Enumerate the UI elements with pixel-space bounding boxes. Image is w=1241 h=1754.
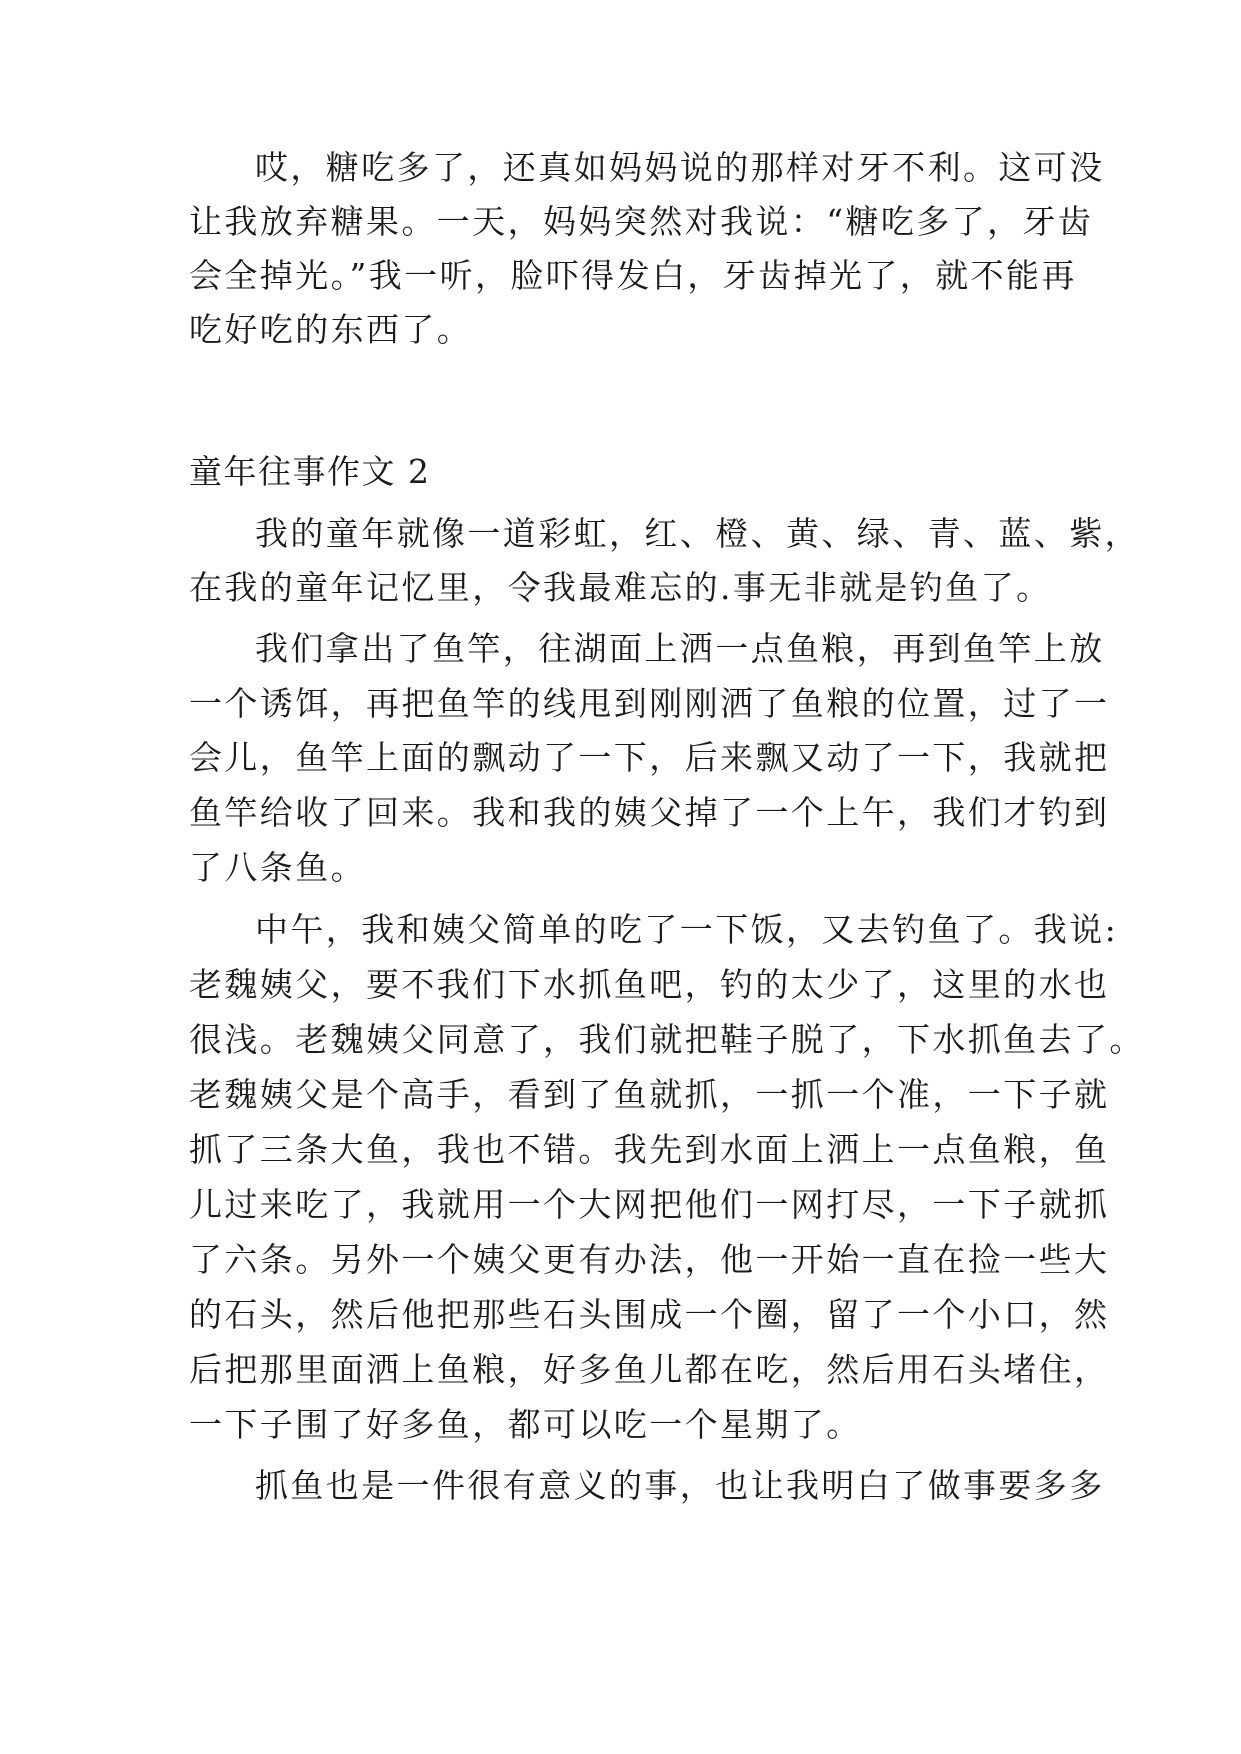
paragraph-3-line-4: 鱼竿给收了回来。我和我的姨父掉了一个上午，我们才钓到 bbox=[189, 793, 1110, 832]
section-heading: 童年往事作文 2 bbox=[189, 452, 431, 491]
paragraph-4-line-9: 后把那里面洒上鱼粮，好多鱼儿都在吃，然后用石头堵住， bbox=[189, 1350, 1110, 1389]
paragraph-4-line-1: 中午，我和姨父简单的吃了一下饭，又去钓鱼了。我说: bbox=[255, 910, 1119, 949]
paragraph-1-line-1: 哎，糖吃多了，还真如妈妈说的那样对牙不利。这可没 bbox=[255, 148, 1105, 187]
paragraph-4-line-4: 老魏姨父是个高手，看到了鱼就抓，一抓一个准，一下子就 bbox=[189, 1075, 1110, 1114]
paragraph-4-line-8: 的石头，然后他把那些石头围成一个圈，留了一个小口，然 bbox=[189, 1295, 1110, 1334]
paragraph-4-line-6: 儿过来吃了，我就用一个大网把他们一网打尽，一下子就抓 bbox=[189, 1185, 1110, 1224]
paragraph-4-line-2: 老魏姨父，要不我们下水抓鱼吧，钓的太少了，这里的水也 bbox=[189, 965, 1110, 1004]
paragraph-3-line-5: 了八条鱼。 bbox=[189, 848, 366, 887]
paragraph-5-line-1: 抓鱼也是一件很有意义的事，也让我明白了做事要多多 bbox=[255, 1466, 1105, 1505]
paragraph-4-line-10: 一下子围了好多鱼，都可以吃一个星期了。 bbox=[189, 1405, 862, 1444]
paragraph-1-line-2: 让我放弃糖果。一天，妈妈突然对我说：“糖吃多了，牙齿 bbox=[189, 202, 1094, 241]
paragraph-3-line-3: 会儿，鱼竿上面的飘动了一下，后来飘又动了一下，我就把 bbox=[189, 738, 1110, 777]
paragraph-3-line-2: 一个诱饵，再把鱼竿的线甩到刚刚洒了鱼粮的位置，过了一 bbox=[189, 684, 1110, 723]
paragraph-1-line-3: 会全掉光。”我一听，脸吓得发白，牙齿掉光了，就不能再 bbox=[189, 256, 1077, 295]
paragraph-3-line-1: 我们拿出了鱼竿，往湖面上洒一点鱼粮，再到鱼竿上放 bbox=[255, 629, 1105, 668]
paragraph-2-line-2: 在我的童年记忆里，令我最难忘的.事无非就是钓鱼了。 bbox=[189, 568, 1052, 607]
paragraph-1-line-4: 吃好吃的东西了。 bbox=[189, 310, 473, 349]
paragraph-4-line-7: 了六条。另外一个姨父更有办法，他一开始一直在捡一些大 bbox=[189, 1240, 1110, 1279]
paragraph-2-line-1: 我的童年就像一道彩虹，红、橙、黄、绿、青、蓝、紫， bbox=[255, 514, 1140, 553]
paragraph-4-line-3: 很浅。老魏姨父同意了，我们就把鞋子脱了，下水抓鱼去了。 bbox=[189, 1020, 1145, 1059]
paragraph-4-line-5: 抓了三条大鱼，我也不错。我先到水面上洒上一点鱼粮，鱼 bbox=[189, 1130, 1110, 1169]
